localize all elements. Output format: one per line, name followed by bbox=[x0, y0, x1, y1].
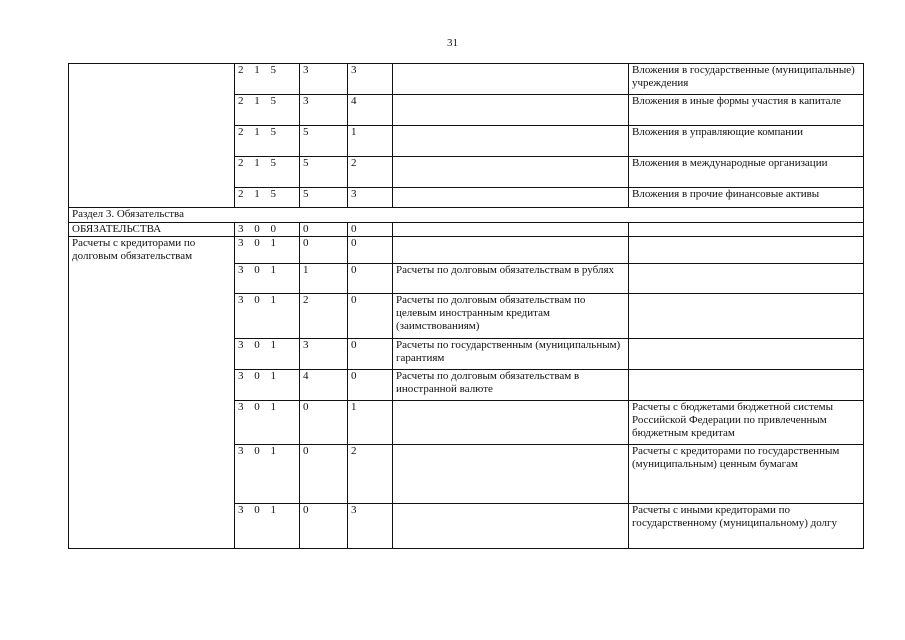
kosgu-cell-2: 3 bbox=[348, 64, 393, 95]
kosgu-cell-2: 3 bbox=[348, 188, 393, 208]
table-row bbox=[69, 237, 864, 264]
kosgu-cell-1: 5 bbox=[300, 126, 348, 157]
code-cell: 3 0 1 bbox=[235, 339, 300, 370]
code-cell: 3 0 1 bbox=[235, 504, 300, 549]
description-cell-2: Расчеты с бюджетами бюджетной системы Российской Федерации по привлеченным бюджетным кредитам bbox=[629, 401, 864, 445]
page-number: 31 bbox=[447, 37, 458, 49]
kosgu-cell-2: 1 bbox=[348, 401, 393, 445]
description-cell bbox=[393, 64, 629, 95]
code-cell: 3 0 1 bbox=[235, 237, 300, 264]
code-cell: 3 0 1 bbox=[235, 445, 300, 504]
kosgu-cell-2: 0 bbox=[348, 223, 393, 237]
description-cell: Расчеты по долговым обязательствам в иностранной валюте bbox=[393, 370, 629, 401]
accounts-table bbox=[68, 63, 864, 549]
code-cell: 3 0 1 bbox=[235, 294, 300, 339]
code-cell: 2 1 5 bbox=[235, 188, 300, 208]
kosgu-cell-1: 0 bbox=[300, 504, 348, 549]
kosgu-cell-2: 3 bbox=[348, 504, 393, 549]
kosgu-cell-1: 2 bbox=[300, 294, 348, 339]
description-cell: Расчеты по государственным (муниципальным) гарантиям bbox=[393, 339, 629, 370]
kosgu-cell-2: 0 bbox=[348, 237, 393, 264]
code-cell: 3 0 1 bbox=[235, 401, 300, 445]
description-cell-2: Вложения в иные формы участия в капитале bbox=[629, 95, 864, 126]
description-cell-2: Расчеты с кредиторами по государственным (муниципальным) ценным бумагам bbox=[629, 445, 864, 504]
description-cell bbox=[393, 504, 629, 549]
code-cell: 3 0 1 bbox=[235, 370, 300, 401]
table-row bbox=[69, 223, 864, 237]
description-cell: Расчеты по долговым обязательствам в рублях bbox=[393, 264, 629, 294]
kosgu-cell-2: 4 bbox=[348, 95, 393, 126]
description-cell-2 bbox=[629, 237, 864, 264]
kosgu-cell-2: 0 bbox=[348, 264, 393, 294]
description-cell bbox=[393, 188, 629, 208]
kosgu-cell-1: 0 bbox=[300, 223, 348, 237]
kosgu-cell-1: 3 bbox=[300, 339, 348, 370]
code-cell: 2 1 5 bbox=[235, 64, 300, 95]
description-cell bbox=[393, 237, 629, 264]
code-cell: 2 1 5 bbox=[235, 157, 300, 188]
empty-name-cell bbox=[69, 64, 235, 208]
kosgu-cell-1: 0 bbox=[300, 401, 348, 445]
description-cell-2: Вложения в государственные (муниципальные) учреждения bbox=[629, 64, 864, 95]
description-cell bbox=[393, 223, 629, 237]
description-cell bbox=[393, 95, 629, 126]
kosgu-cell-1: 0 bbox=[300, 445, 348, 504]
description-cell-2 bbox=[629, 223, 864, 237]
code-cell: 2 1 5 bbox=[235, 126, 300, 157]
group-name-cell: Расчеты с кредиторами по долговым обязательствам bbox=[69, 237, 235, 549]
name-cell: ОБЯЗАТЕЛЬСТВА bbox=[69, 223, 235, 237]
description-cell-2: Вложения в прочие финансовые активы bbox=[629, 188, 864, 208]
description-cell: Расчеты по долговым обязательствам по целевым иностранным кредитам (заимствованиям) bbox=[393, 294, 629, 339]
description-cell-2 bbox=[629, 370, 864, 401]
description-cell-2: Расчеты с иными кредиторами по государственному (муниципальному) долгу bbox=[629, 504, 864, 549]
kosgu-cell-2: 0 bbox=[348, 370, 393, 401]
description-cell bbox=[393, 445, 629, 504]
kosgu-cell-1: 1 bbox=[300, 264, 348, 294]
kosgu-cell-2: 2 bbox=[348, 445, 393, 504]
kosgu-cell-1: 5 bbox=[300, 188, 348, 208]
code-cell: 3 0 1 bbox=[235, 264, 300, 294]
description-cell-2: Вложения в международные организации bbox=[629, 157, 864, 188]
code-cell: 3 0 0 bbox=[235, 223, 300, 237]
kosgu-cell-2: 1 bbox=[348, 126, 393, 157]
kosgu-cell-1: 3 bbox=[300, 64, 348, 95]
section-row bbox=[69, 208, 864, 223]
kosgu-cell-2: 0 bbox=[348, 339, 393, 370]
description-cell-2 bbox=[629, 264, 864, 294]
code-cell: 2 1 5 bbox=[235, 95, 300, 126]
kosgu-cell-2: 2 bbox=[348, 157, 393, 188]
kosgu-cell-1: 0 bbox=[300, 237, 348, 264]
table-row bbox=[69, 64, 864, 95]
description-cell bbox=[393, 157, 629, 188]
kosgu-cell-1: 4 bbox=[300, 370, 348, 401]
description-cell bbox=[393, 401, 629, 445]
description-cell-2 bbox=[629, 294, 864, 339]
description-cell-2: Вложения в управляющие компании bbox=[629, 126, 864, 157]
kosgu-cell-1: 5 bbox=[300, 157, 348, 188]
description-cell-2 bbox=[629, 339, 864, 370]
section-title: Раздел 3. Обязательства bbox=[69, 208, 864, 223]
kosgu-cell-1: 3 bbox=[300, 95, 348, 126]
kosgu-cell-2: 0 bbox=[348, 294, 393, 339]
description-cell bbox=[393, 126, 629, 157]
